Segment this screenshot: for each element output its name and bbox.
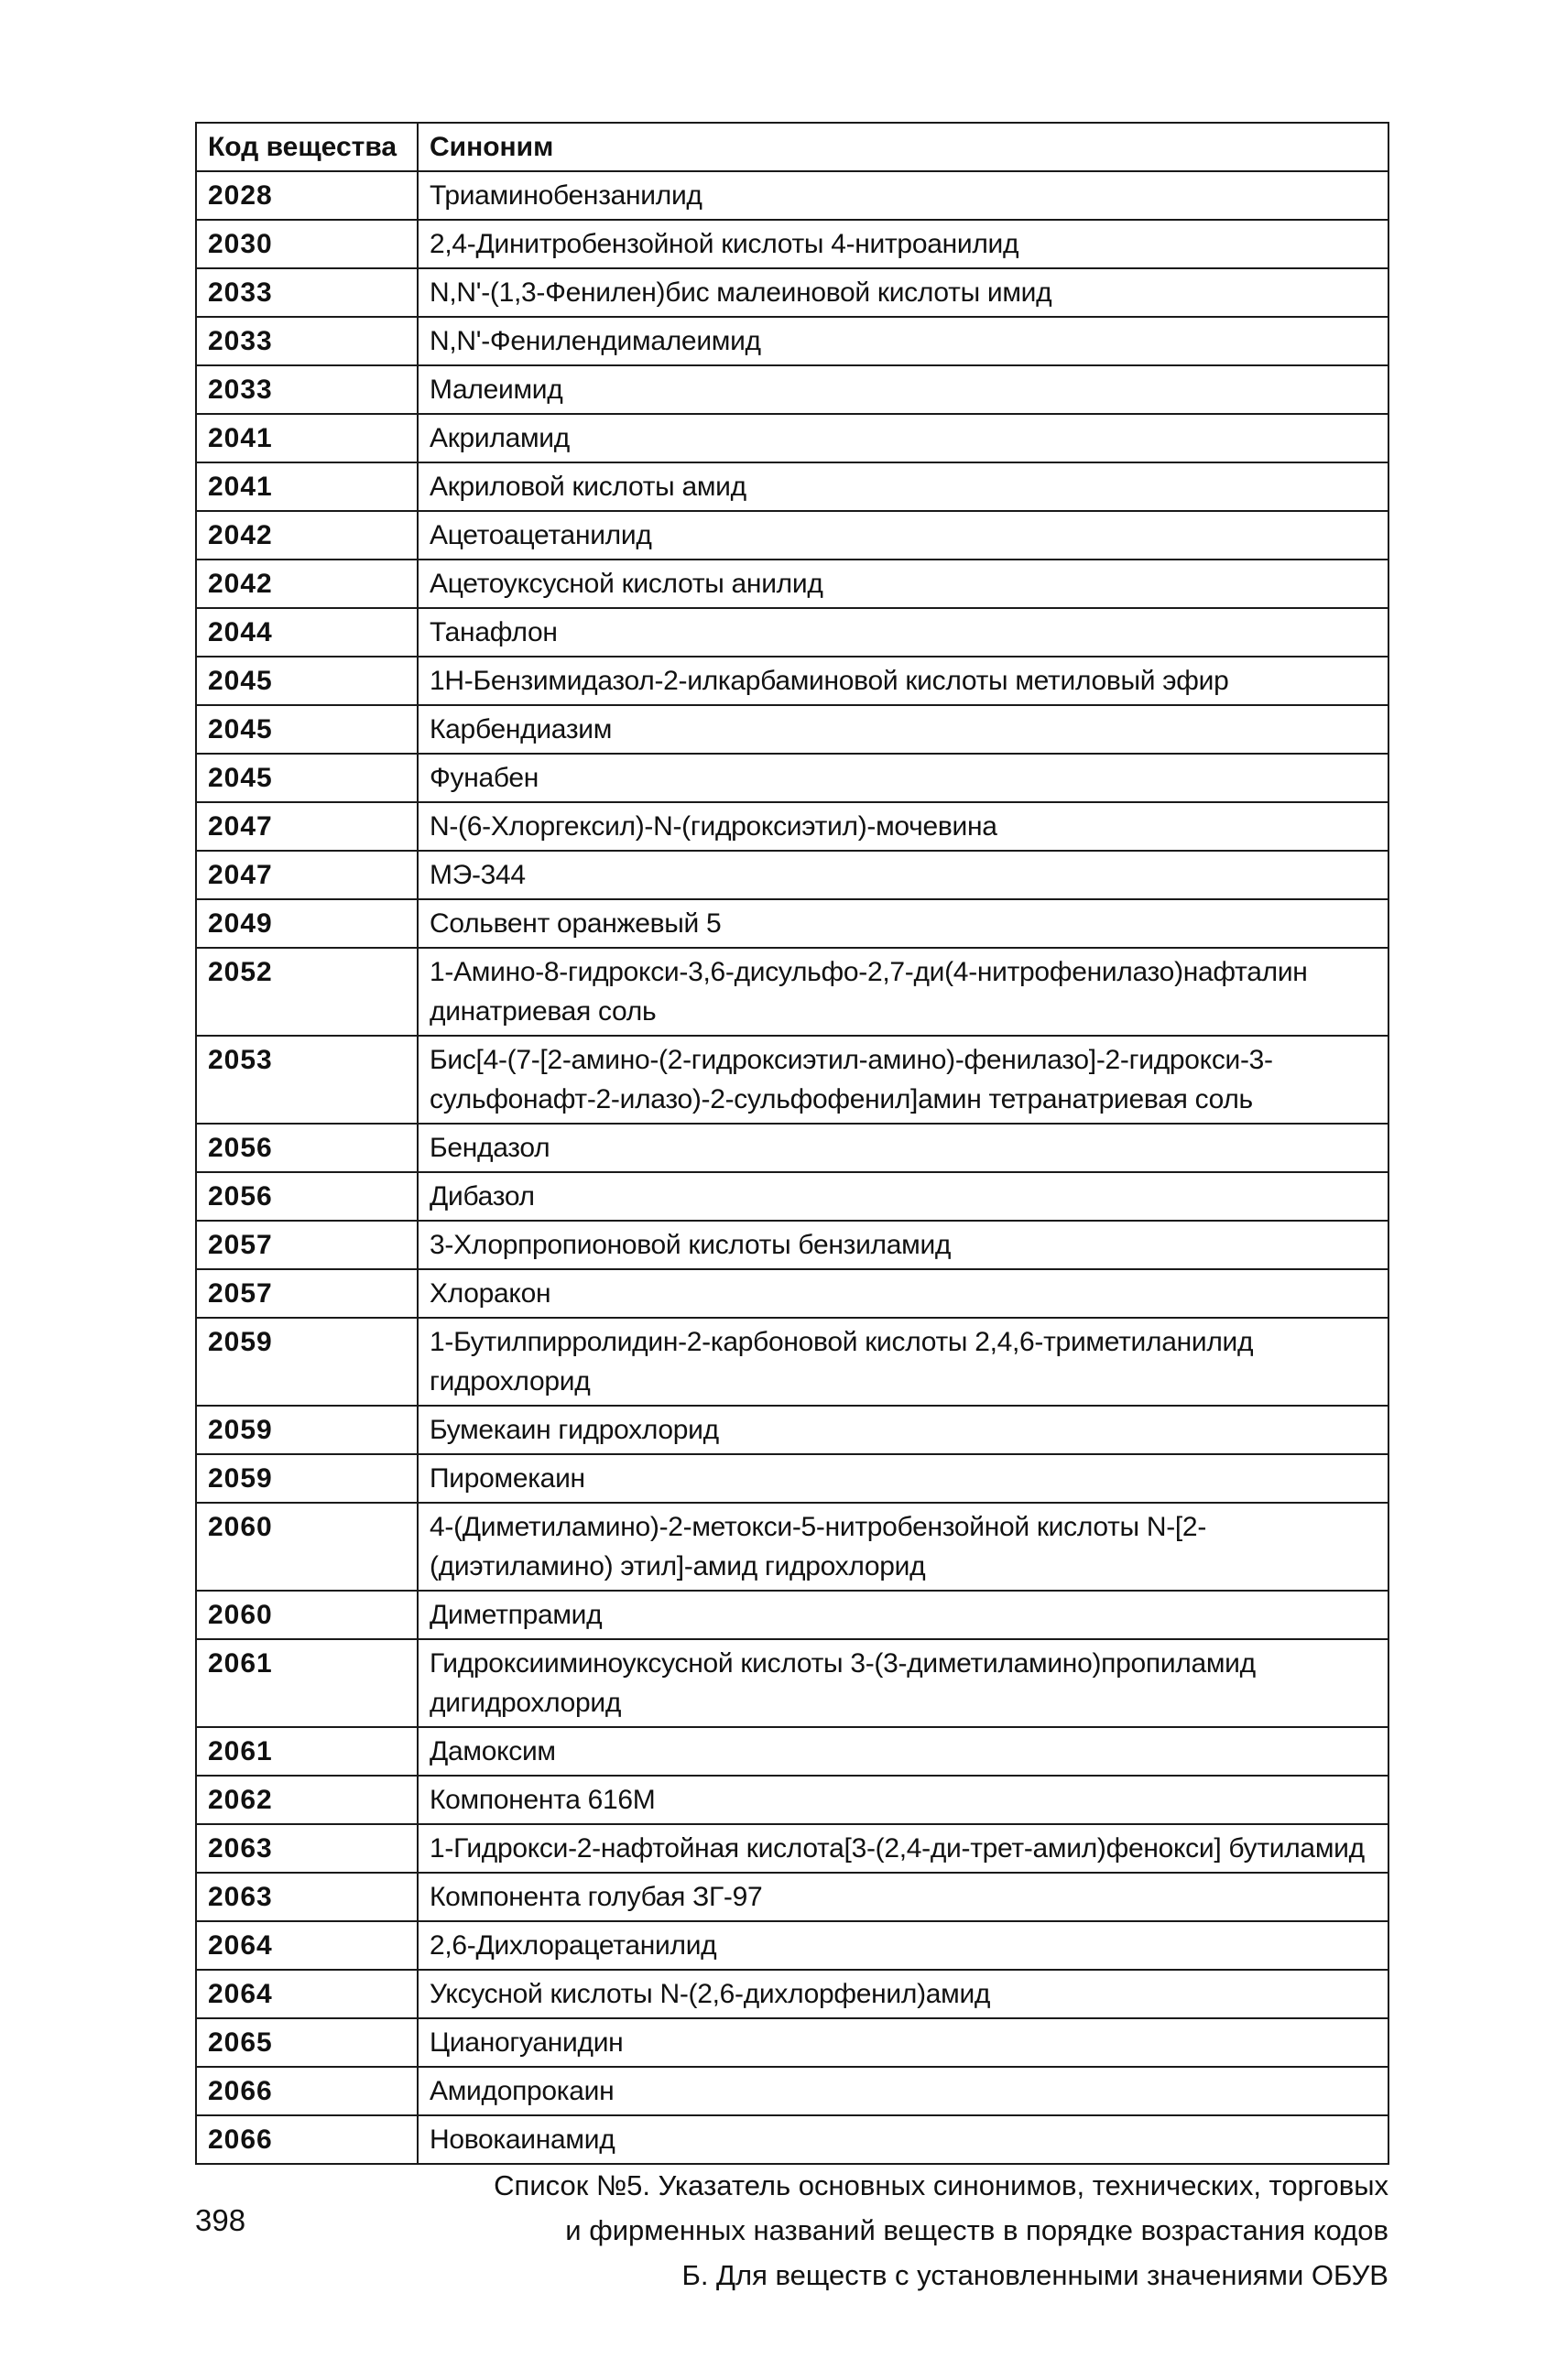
synonym-name: 1Н-Бензимидазол-2-илкарбаминовой кислоты метиловый эфир	[418, 657, 1388, 705]
table-row	[196, 1036, 1388, 1124]
synonym-name: Бис[4-(7-[2-амино-(2-гидроксиэтил-амино)-фенилазо]-2-гидрокси-3-сульфонафт-2-илазо)-2-сульфофенил]амин тетранатриевая соль	[418, 1036, 1388, 1124]
substance-code: 2033	[196, 365, 418, 414]
substance-code: 2033	[196, 268, 418, 317]
synonym-name: Новокаинамид	[418, 2115, 1388, 2164]
substance-code: 2059	[196, 1454, 418, 1503]
synonym-name: Компонента голубая ЗГ-97	[418, 1873, 1388, 1921]
table-row	[196, 754, 1388, 802]
table-row	[196, 365, 1388, 414]
table-row	[196, 1124, 1388, 1172]
substance-code: 2033	[196, 317, 418, 365]
table-row	[196, 1406, 1388, 1454]
synonym-name: 2,4-Динитробензойной кислоты 4-нитроанилид	[418, 220, 1388, 268]
table-row	[196, 462, 1388, 511]
synonym-name: Акриламид	[418, 414, 1388, 462]
substance-code: 2049	[196, 899, 418, 948]
footer-caption	[473, 2163, 1388, 2298]
table-row	[196, 317, 1388, 365]
table-row	[196, 948, 1388, 1036]
table-row	[196, 1318, 1388, 1406]
table-row	[196, 1727, 1388, 1776]
synonym-name: N,N'-(1,3-Фенилен)бис малеиновой кислоты имид	[418, 268, 1388, 317]
caption-line: Список №5. Указатель основных синонимов, технических, торговых	[494, 2169, 1388, 2201]
substance-code: 2057	[196, 1269, 418, 1318]
header-synonym: Синоним	[418, 123, 1388, 171]
table-row	[196, 220, 1388, 268]
synonym-name: Амидопрокаин	[418, 2067, 1388, 2115]
table-row	[196, 1172, 1388, 1221]
substance-code: 2062	[196, 1776, 418, 1824]
substance-code: 2061	[196, 1639, 418, 1727]
synonym-name: Танафлон	[418, 608, 1388, 657]
substance-code: 2041	[196, 462, 418, 511]
substance-code: 2044	[196, 608, 418, 657]
synonym-name: 2,6-Дихлорацетанилид	[418, 1921, 1388, 1970]
substance-code: 2057	[196, 1221, 418, 1269]
table-row	[196, 899, 1388, 948]
table-row	[196, 2018, 1388, 2067]
synonyms-table-container	[195, 122, 1388, 2165]
table-row	[196, 1454, 1388, 1503]
substance-code: 2041	[196, 414, 418, 462]
synonym-name: Ацетоуксусной кислоты анилид	[418, 560, 1388, 608]
substance-code: 2052	[196, 948, 418, 1036]
table-row	[196, 608, 1388, 657]
table-row	[196, 414, 1388, 462]
table-row	[196, 657, 1388, 705]
synonym-name: Дамоксим	[418, 1727, 1388, 1776]
synonym-name: 1-Гидрокси-2-нафтойная кислота[3-(2,4-ди-трет-амил)фенокси] бутиламид	[418, 1824, 1388, 1873]
table-row	[196, 705, 1388, 754]
table-header-row	[196, 123, 1388, 171]
table-row	[196, 851, 1388, 899]
substance-code: 2030	[196, 220, 418, 268]
substance-code: 2066	[196, 2115, 418, 2164]
table-row	[196, 2115, 1388, 2164]
synonym-name: 1-Бутилпирролидин-2-карбоновой кислоты 2,4,6-триметиланилид гидрохлорид	[418, 1318, 1388, 1406]
table-row	[196, 802, 1388, 851]
table-row	[196, 560, 1388, 608]
substance-code: 2053	[196, 1036, 418, 1124]
substance-code: 2063	[196, 1824, 418, 1873]
synonym-name: Пиромекаин	[418, 1454, 1388, 1503]
substance-code: 2045	[196, 705, 418, 754]
table-row	[196, 1921, 1388, 1970]
synonym-name: 3-Хлорпропионовой кислоты бензиламид	[418, 1221, 1388, 1269]
synonym-name: N,N'-Фенилендималеимид	[418, 317, 1388, 365]
synonym-name: Дибазол	[418, 1172, 1388, 1221]
table-row	[196, 1776, 1388, 1824]
substance-code: 2042	[196, 560, 418, 608]
substance-code: 2059	[196, 1406, 418, 1454]
table-body	[196, 171, 1388, 2164]
synonym-name: Уксусной кислоты N-(2,6-дихлорфенил)амид	[418, 1970, 1388, 2018]
table-row	[196, 1970, 1388, 2018]
substance-code: 2064	[196, 1970, 418, 2018]
substance-code: 2060	[196, 1591, 418, 1639]
substance-code: 2063	[196, 1873, 418, 1921]
synonym-name: Компонента 616М	[418, 1776, 1388, 1824]
substance-code: 2059	[196, 1318, 418, 1406]
header-code: Код вещества	[196, 123, 418, 171]
table-row	[196, 268, 1388, 317]
table-row	[196, 1824, 1388, 1873]
synonym-name: Акриловой кислоты амид	[418, 462, 1388, 511]
substance-code: 2061	[196, 1727, 418, 1776]
table-row	[196, 2067, 1388, 2115]
synonyms-table	[195, 122, 1389, 2165]
table-row	[196, 1503, 1388, 1591]
synonym-name: Гидроксииминоуксусной кислоты 3-(3-диметиламино)пропиламид дигидрохлорид	[418, 1639, 1388, 1727]
table-row	[196, 1639, 1388, 1727]
synonym-name: 1-Амино-8-гидрокси-3,6-дисульфо-2,7-ди(4-нитрофенилазо)нафталин динатриевая соль	[418, 948, 1388, 1036]
synonym-name: Сольвент оранжевый 5	[418, 899, 1388, 948]
substance-code: 2065	[196, 2018, 418, 2067]
substance-code: 2047	[196, 802, 418, 851]
synonym-name: 4-(Диметиламино)-2-метокси-5-нитробензойной кислоты N-[2-(диэтиламино) этил]-амид гидрохлорид	[418, 1503, 1388, 1591]
table-row	[196, 1221, 1388, 1269]
synonym-name: Карбендиазим	[418, 705, 1388, 754]
synonym-name: Бумекаин гидрохлорид	[418, 1406, 1388, 1454]
synonym-name: Малеимид	[418, 365, 1388, 414]
synonym-name: Триаминобензанилид	[418, 171, 1388, 220]
substance-code: 2045	[196, 754, 418, 802]
synonym-name: Фунабен	[418, 754, 1388, 802]
substance-code: 2066	[196, 2067, 418, 2115]
caption-line: и фирменных названий веществ в порядке возрастания кодов	[565, 2214, 1388, 2246]
table-row	[196, 1591, 1388, 1639]
synonym-name: N-(6-Хлоргексил)-N-(гидроксиэтил)-мочевина	[418, 802, 1388, 851]
substance-code: 2042	[196, 511, 418, 560]
substance-code: 2047	[196, 851, 418, 899]
synonym-name: Цианогуанидин	[418, 2018, 1388, 2067]
page-number: 398	[195, 2203, 246, 2237]
substance-code: 2056	[196, 1172, 418, 1221]
synonym-name: Ацетоацетанилид	[418, 511, 1388, 560]
table-row	[196, 171, 1388, 220]
table-row	[196, 511, 1388, 560]
substance-code: 2028	[196, 171, 418, 220]
caption-line: Б. Для веществ с установленными значениями ОБУВ	[681, 2259, 1388, 2291]
synonym-name: Бендазол	[418, 1124, 1388, 1172]
substance-code: 2060	[196, 1503, 418, 1591]
substance-code: 2056	[196, 1124, 418, 1172]
synonym-name: МЭ-344	[418, 851, 1388, 899]
substance-code: 2064	[196, 1921, 418, 1970]
table-row	[196, 1269, 1388, 1318]
synonym-name: Диметпрамид	[418, 1591, 1388, 1639]
substance-code: 2045	[196, 657, 418, 705]
synonym-name: Хлоракон	[418, 1269, 1388, 1318]
table-row	[196, 1873, 1388, 1921]
